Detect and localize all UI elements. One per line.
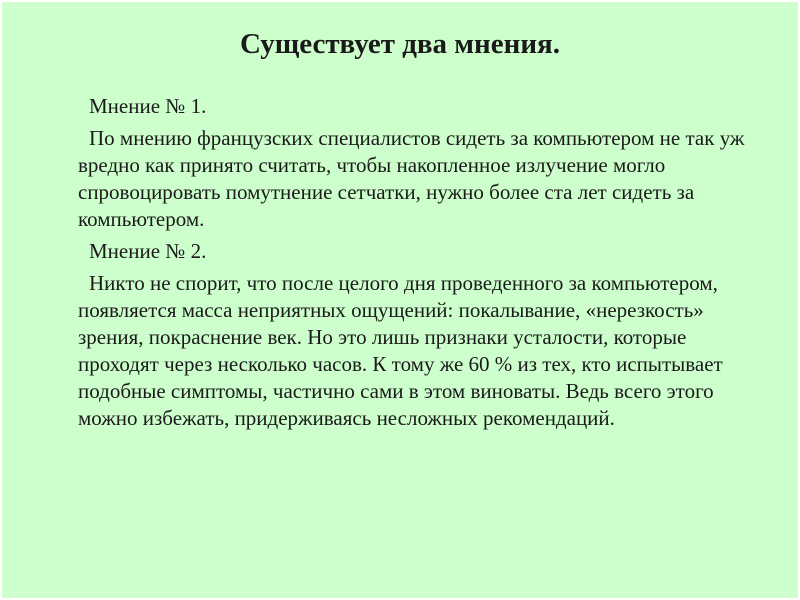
slide [2,2,798,598]
slide-title: Существует два мнения. [240,28,560,60]
opinion-2-text: Никто не спорит, что после целого дня проведенного за компьютером, появляется масса неприятных ощущений: покалывание, «нерезкость» зрения, покраснение век. Но это лишь признаки усталости, которые проходят через несколько часов. К тому же 60 % из тех, кто испытывает подобные симптомы, частично сами в этом виноваты. Ведь всего этого можно избежать, придерживаясь несложных рекомендаций. [78,271,723,430]
opinion-2-heading: Мнение № 2. [89,239,207,263]
opinion-1-text: По мнению французских специалистов сидеть за компьютером не так уж вредно как принято считать, чтобы накопленное излучение могло спровоцировать помутнение сетчатки, нужно более ста лет сидеть за компьютером. [78,126,745,231]
opinion-1-heading: Мнение № 1. [89,94,207,118]
slide-body [78,93,758,437]
